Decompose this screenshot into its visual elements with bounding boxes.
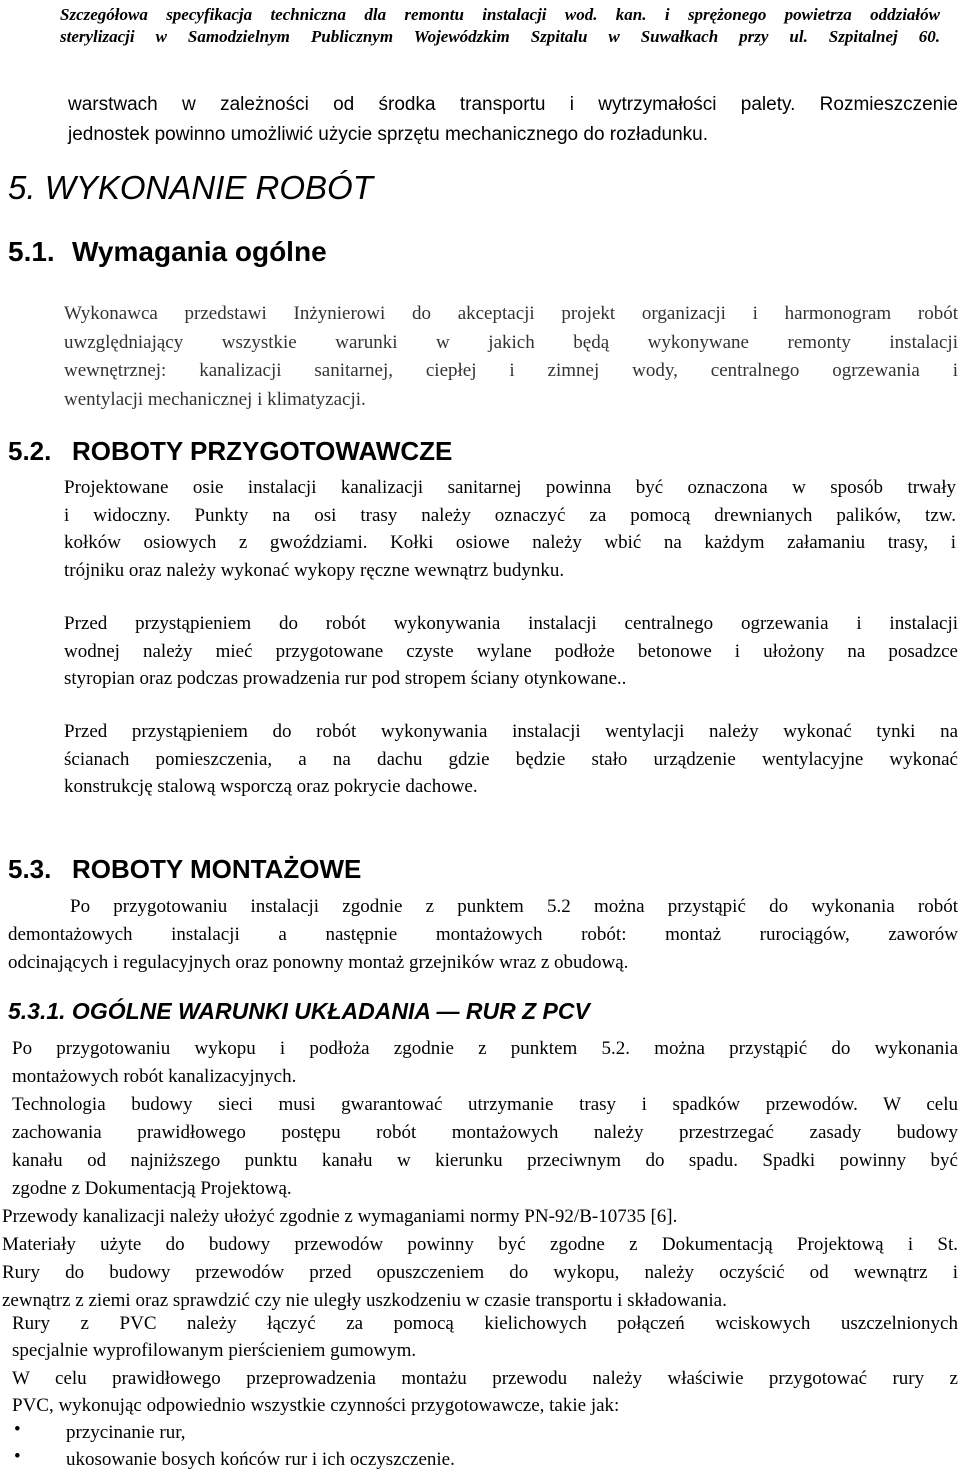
section-5-3-1-paragraph-3 (2, 1203, 958, 1315)
s52-p3-line-1: Przed przystąpieniem do robót wykonywania instalacji wentylacji należy wykonać tynki na (64, 721, 958, 742)
s51-line-2: uwzględniający wszystkie warunki w jakich będą wykonywane remonty instalacji (64, 331, 958, 353)
intro-line-1: warstwach w zależności od środka transportu i wytrzymałości palety. Rozmieszczenie (68, 94, 958, 115)
s53-line-3: odcinających i regulacyjnych oraz ponowny montaż grzejników wraz z obudową. (8, 952, 629, 973)
s51-line-1: Wykonawca przedstawi Inżynierowi do akceptacji projekt organizacji i harmonogram robót (64, 303, 958, 324)
s52-p3-line-3: konstrukcję stalową wsporczą oraz pokrycie dachowe. (64, 776, 478, 797)
section-5-1-paragraph (64, 300, 958, 414)
s531-p2-line-4: zgodne z Dokumentacją Projektową. (12, 1178, 292, 1199)
s52-p2-line-1: Przed przystąpieniem do robót wykonywania instalacji centralnego ogrzewania i instalacji (64, 613, 958, 634)
s52-p1-line-3: kołków osiowych z gwoździami. Kołki osiowe należy wbić na każdym załamaniu trasy, i (64, 532, 956, 553)
s531-p5-line-2: zewnątrz z ziemi oraz sprawdzić czy nie uległy uszkodzeniu w czasie transportu i składowania. (2, 1290, 727, 1311)
s531-p4-line: Materiały użyte do budowy przewodów powinny być zgodne z Dokumentacją Projektową i St. (2, 1234, 958, 1255)
section-5-2-number: 5.2. (8, 436, 52, 466)
s531-p1-line-1: Po przygotowaniu wykopu i podłoża zgodnie z punktem 5.2. można przystąpić do wykonania (12, 1038, 958, 1059)
s52-p2-line-2: wodnej należy mieć przygotowane czyste wylane podłoże betonowe i ułożony na posadzce (64, 640, 958, 662)
s531-p2-line-1: Technologia budowy sieci musi gwarantować utrzymanie trasy i spadków przewodów. W celu (12, 1094, 958, 1115)
s531-p7-line-2: PVC, wykonując odpowiednio wszystkie czynności przygotowawcze, takie jak: (12, 1395, 620, 1416)
intro-paragraph (68, 90, 958, 150)
section-5-3-number: 5.3. (8, 854, 52, 884)
section-5-1-heading (8, 234, 327, 270)
section-5-1-number: 5.1. (8, 236, 55, 267)
section-5-2-title: ROBOTY PRZYGOTOWAWCZE (72, 436, 453, 466)
document-header (60, 4, 940, 48)
s53-line-1: Po przygotowaniu instalacji zgodnie z punktem 5.2 można przystąpić do wykonania robót (70, 896, 958, 917)
section-5-2-paragraph-1 (64, 474, 956, 584)
section-5-2-heading (8, 434, 452, 468)
s531-p3-line: Przewody kanalizacji należy ułożyć zgodnie z wymaganiami normy PN-92/B-10735 [6]. (2, 1206, 678, 1227)
s531-p2-line-3: kanału od najniższego punktu kanału w kierunku przeciwnym do spadu. Spadki powinny być (12, 1150, 958, 1171)
header-line-2: sterylizacji w Samodzielnym Publicznym Wojewódzkim Szpitalu w Suwałkach przy ul. Szpitalnej 60. (60, 27, 940, 46)
s531-p5-line-1: Rury do budowy przewodów przed opuszczeniem do wykopu, należy oczyścić od wewnątrz i (2, 1262, 958, 1283)
s531-p1-line-2: montażowych robót kanalizacyjnych. (12, 1066, 297, 1087)
section-5-2-paragraph-2 (64, 610, 958, 693)
section-5-3-heading (8, 852, 361, 886)
section-5-title: 5. WYKONANIE ROBÓT (8, 169, 373, 206)
s531-p6-line-2: specjalnie wyprofilowanym pierścieniem gumowym. (12, 1340, 417, 1361)
s52-p2-line-3: styropian oraz podczas prowadzenia rur pod stropem ściany otynkowane.. (64, 668, 627, 689)
bullet-glyph: • (14, 1446, 21, 1467)
section-5-3-1-paragraph-1 (12, 1035, 958, 1091)
section-5-1-title: Wymagania ogólne (72, 236, 327, 267)
s51-line-4: wentylacji mechanicznej i klimatyzacji. (64, 388, 366, 410)
s51-line-3: wewnętrznej: kanalizacji sanitarnej, ciepłej i zimnej wody, centralnego ogrzewania i (64, 360, 958, 381)
section-5-2-paragraph-3 (64, 718, 958, 801)
s531-p7-line-1: W celu prawidłowego przeprowadzenia montażu przewodu należy właściwie przygotować rury z (12, 1368, 958, 1389)
s52-p1-line-4: trójniku oraz należy wykonać wykopy ręczne wewnątrz budynku. (64, 559, 565, 581)
section-5-3-paragraph (8, 893, 958, 977)
s531-p6-line-1: Rury z PVC należy łączyć za pomocą kielichowych połączeń wciskowych uszczelnionych (12, 1313, 958, 1334)
section-5-3-1-heading: 5.3.1. OGÓLNE WARUNKI UKŁADANIA — RUR Z PCV (8, 998, 590, 1024)
s531-p2-line-2: zachowania prawidłowego postępu robót montażowych należy przestrzegać zasady budowy (12, 1122, 958, 1143)
section-5-3-1-paragraph-7 (12, 1365, 958, 1419)
section-5-3-1-paragraph-2 (12, 1091, 958, 1203)
bullet-glyph: • (14, 1419, 21, 1440)
section-5-3-title: ROBOTY MONTAŻOWE (72, 854, 362, 884)
bullet-item-1: przycinanie rur, (66, 1422, 186, 1443)
header-line-1: Szczegółowa specyfikacja techniczna dla remontu instalacji wod. kan. i sprężonego powietrza oddziałów (60, 5, 940, 24)
bullet-item-2: ukosowanie bosych końców rur i ich oczyszczenie. (66, 1449, 455, 1470)
intro-line-2: jednostek powinno umożliwić użycie sprzętu mechanicznego do rozładunku. (68, 124, 709, 145)
s52-p1-line-1: Projektowane osie instalacji kanalizacji sanitarnej powinna być oznaczona w sposób trwały (64, 477, 956, 498)
s53-line-2: demontażowych instalacji a następnie montażowych robót: montaż rurociągów, zaworów (8, 924, 958, 945)
section-5-3-1-paragraph-6 (12, 1310, 958, 1364)
s52-p1-line-2: i widoczny. Punkty na osi trasy należy oznaczyć za pomocą drewnianych palików, tzw. (64, 504, 956, 526)
s52-p3-line-2: ścianach pomieszczenia, a na dachu gdzie będzie stało urządzenie wentylacyjne wykonać (64, 748, 958, 770)
